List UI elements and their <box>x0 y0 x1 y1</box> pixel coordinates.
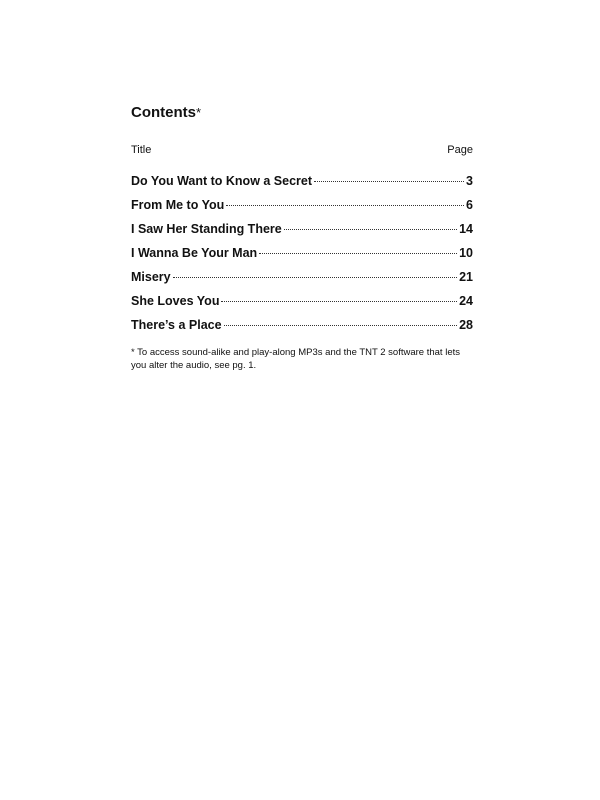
entry-title: She Loves You <box>131 294 220 308</box>
dot-leader <box>221 301 457 302</box>
footnote: * To access sound-alike and play-along MP3s and the TNT 2 software that lets you alter the audio, see pg. 1. <box>131 347 460 371</box>
contents-entry[interactable] <box>131 220 473 244</box>
contents-heading <box>131 104 473 122</box>
dot-leader <box>259 253 457 254</box>
entry-page-number: 10 <box>459 246 473 260</box>
entry-page-number: 24 <box>459 294 473 308</box>
entry-page-number: 21 <box>459 270 473 284</box>
dot-leader <box>284 229 457 230</box>
entry-title: From Me to You <box>131 198 225 212</box>
entry-title: Misery <box>131 270 171 284</box>
column-header-page: Page <box>447 144 473 156</box>
contents-entry[interactable] <box>131 292 473 316</box>
entry-title: I Wanna Be Your Man <box>131 246 258 260</box>
entry-title: There’s a Place <box>131 318 222 332</box>
contents-entry[interactable] <box>131 244 473 268</box>
contents-entry[interactable] <box>131 316 473 340</box>
entry-title: I Saw Her Standing There <box>131 222 282 236</box>
dot-leader <box>314 181 464 182</box>
entry-page-number: 3 <box>466 174 473 188</box>
entry-title: Do You Want to Know a Secret <box>131 174 313 188</box>
dot-leader <box>226 205 464 206</box>
contents-heading-text: Contents <box>131 104 196 121</box>
entry-page-number: 28 <box>459 318 473 332</box>
entry-page-number: 14 <box>459 222 473 236</box>
dot-leader <box>173 277 457 278</box>
column-header-title: Title <box>131 144 152 156</box>
dot-leader <box>224 325 458 326</box>
column-headers <box>131 143 473 157</box>
contents-list <box>131 172 473 340</box>
contents-entry[interactable] <box>131 172 473 196</box>
contents-heading-mark: * <box>196 105 202 120</box>
table-of-contents <box>131 104 473 382</box>
contents-entry[interactable] <box>131 196 473 220</box>
entry-page-number: 6 <box>466 198 473 212</box>
contents-entry[interactable] <box>131 268 473 292</box>
